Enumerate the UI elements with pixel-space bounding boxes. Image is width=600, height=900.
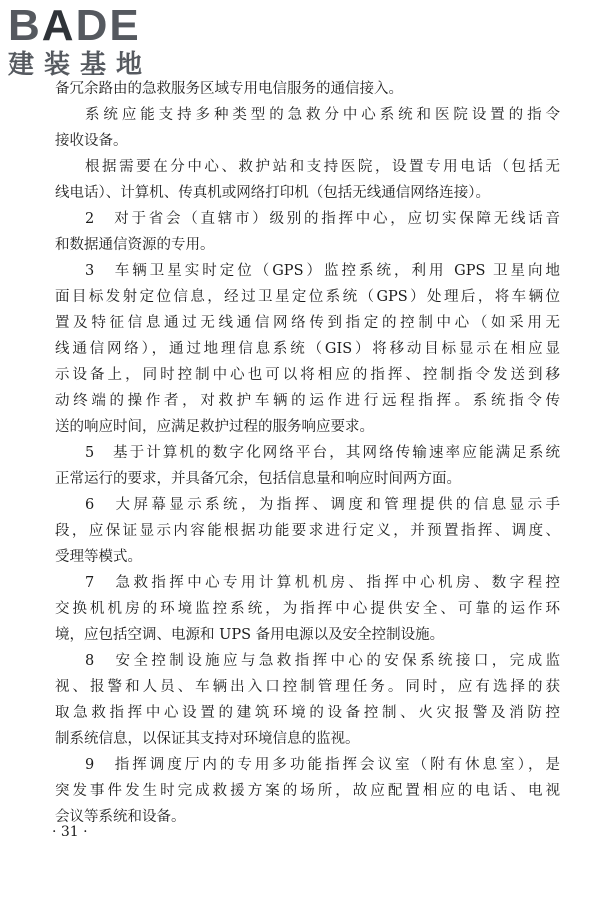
logo-letter-a: A <box>41 1 76 50</box>
text-line: 会议等系统和设备。 <box>55 809 186 825</box>
logo-letter-b: B <box>8 1 42 50</box>
document-body <box>55 76 560 830</box>
text-line: 突发事件发生时完成救援方案的场所，故应配置相应的电话、电视 <box>55 783 560 799</box>
text-line: 取急救指挥中心设置的建筑环境的设备控制、火灾报警及消防控 <box>55 705 560 721</box>
text-line: 8 安全控制设施应与急救指挥中心的安保系统接口，完成监 <box>85 653 560 669</box>
text-line: 根据需要在分中心、救护站和支持医院，设置专用电话（包括无 <box>85 159 560 175</box>
text-line: 交换机机房的环境监控系统，为指挥中心提供安全、可靠的运作环 <box>55 601 560 617</box>
logo-subtitle: 建装基地 <box>8 50 153 80</box>
text-line: 和数据通信资源的专用。 <box>55 237 215 253</box>
text-line: 境，应包括空调、电源和 UPS 备用电源以及安全控制设施。 <box>55 627 445 643</box>
text-line: 面目标发射定位信息，经过卫星定位系统（GPS）处理后，将车辆位 <box>55 289 560 305</box>
text-line: 7 急救指挥中心专用计算机机房、指挥中心机房、数字程控 <box>85 575 560 591</box>
text-line: 制系统信息，以保证其支持对环境信息的监视。 <box>55 731 360 747</box>
text-line: 受理等模式。 <box>55 549 142 565</box>
text-line: 6 大屏幕显示系统，为指挥、调度和管理提供的信息显示手 <box>85 497 560 513</box>
text-line: 送的响应时间，应满足救护过程的服务响应要求。 <box>55 419 374 435</box>
text-line: 线通信网络），通过地理信息系统（GIS）将移动目标显示在相应显 <box>55 341 560 357</box>
text-line: 动终端的操作者，对救护车辆的运作进行远程指挥。系统指令传 <box>55 393 560 409</box>
text-line: 9 指挥调度厅内的专用多功能指挥会议室（附有休息室），是 <box>85 757 560 773</box>
page-number: · 31 · <box>52 824 88 840</box>
text-line: 正常运行的要求，并具备冗余，包括信息量和响应时间两方面。 <box>55 471 461 487</box>
text-line: 5 基于计算机的数字化网络平台，其网络传输速率应能满足系统 <box>85 445 560 461</box>
text-line: 段，应保证显示内容能根据功能要求进行定义，并预置指挥、调度、 <box>55 523 560 539</box>
text-line: 示设备上，同时控制中心也可以将相应的指挥、控制指令发送到移 <box>55 367 560 383</box>
text-line: 备冗余路由的急救服务区域专用电信服务的通信接入。 <box>55 81 403 97</box>
text-line: 视、报警和人员、车辆出入口控制管理任务。同时，应有选择的获 <box>55 679 560 695</box>
logo-letters-de: DE <box>75 1 141 50</box>
text-line: 置及特征信息通过无线通信网络传到指定的控制中心（如采用无 <box>55 315 560 331</box>
text-line: 系统应能支持多种类型的急救分中心系统和医院设置的指令 <box>85 107 560 123</box>
logo-wordmark <box>8 1 178 50</box>
text-line: 3 车辆卫星实时定位（GPS）监控系统，利用 GPS 卫星向地 <box>85 263 560 279</box>
text-line: 2 对于省会（直辖市）级别的指挥中心，应切实保障无线话音 <box>85 211 560 227</box>
text-line: 接收设备。 <box>55 133 128 149</box>
text-line: 线电话）、计算机、传真机或网络打印机（包括无线通信网络连接）。 <box>55 185 490 201</box>
